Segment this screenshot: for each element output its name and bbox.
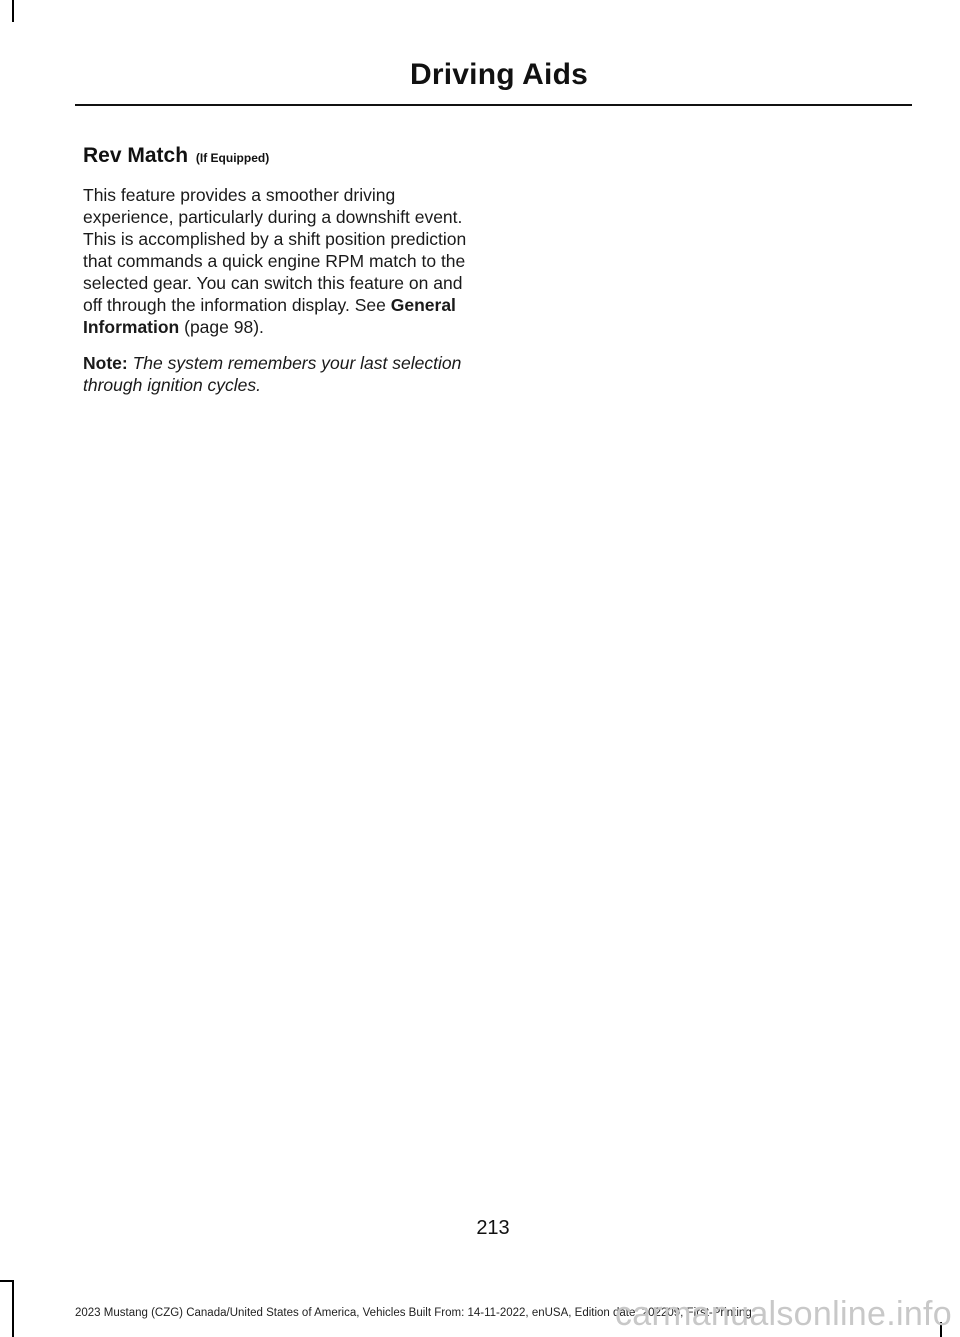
crop-mark-bottom-left-horizontal (0, 1280, 14, 1282)
body-text: This feature provides a smoother driving experience, particularly during a downshift event. This is accomplished by a shift position prediction that commands a quick engine RPM match to the selected gear. You can switch this feature on and off through the information display. See (83, 185, 467, 315)
note-paragraph (83, 352, 483, 396)
page-header-title: Driving Aids (410, 58, 588, 91)
header-divider (75, 104, 912, 106)
crop-mark-bottom-left (12, 1282, 14, 1337)
edition-footer: 2023 Mustang (CZG) Canada/United States of America, Vehicles Built From: 14-11-2022, enUSA, Edition date: 202209, First-Printing (75, 1307, 752, 1319)
section-title: Rev Match (83, 144, 189, 167)
site-watermark: carmanualsonline.info (614, 1295, 952, 1333)
body-paragraph (83, 184, 483, 338)
section-heading (83, 144, 483, 168)
note-label: Note: (83, 353, 128, 373)
cross-reference-link[interactable]: General Information (83, 295, 456, 337)
section-qualifier: (If Equipped) (195, 151, 270, 165)
page-number: 213 (476, 1217, 510, 1239)
main-content (83, 144, 483, 410)
note-text: The system remembers your last selection through ignition cycles. (83, 353, 462, 395)
crop-mark-top-left (12, 0, 14, 22)
cross-reference-page: (page 98). (179, 317, 264, 337)
